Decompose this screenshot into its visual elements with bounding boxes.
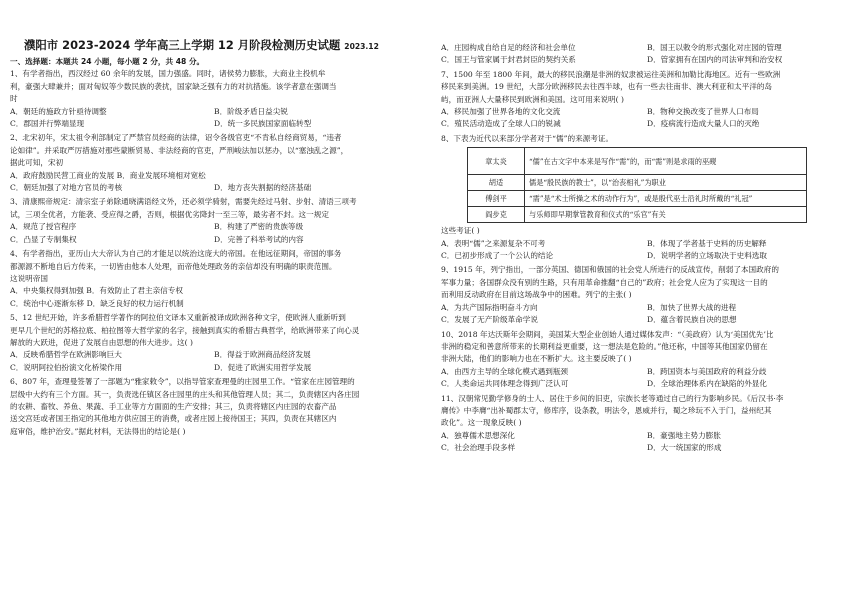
scholar-view: 儒是“殷民族的教士”，以“治丧相礼”为职业 [525,175,807,191]
table-row [468,191,807,207]
option: D．蕴含着民族自决的思想 [647,315,737,325]
question-2 [10,132,418,196]
option: C．国王与管家属于封君封臣的契约关系 [441,55,576,65]
option: A．规范了授官程序 [10,222,77,232]
option: A．表明“儒”之来源复杂不可考 [441,238,546,248]
question-3 [10,196,418,248]
option: A．为共产国际指明奋斗方向 [441,302,538,312]
option: D．地方丧失割据的经济基础 [214,183,312,193]
option: A．庄园构成自给自足的经济和社会单位 [441,43,576,52]
scholar-view: “儒”在古文字中本来是写作“需”的，而“需”则是求雨的巫觋 [525,148,807,175]
question-8 [441,133,853,263]
q2-options [10,170,418,195]
right-column [441,42,853,455]
option: B．跨国资本与美国政府的利益分歧 [647,366,767,376]
option: B．构建了严密的贵族等级 [214,222,304,232]
option: D．完善了科举考试的内容 [214,234,304,244]
table-row [468,175,807,191]
source-table [467,147,807,223]
option: B．阶级矛盾日益尖锐 [214,106,288,116]
stem-line: 11、汉朝常见勤学修身的士人、居住于乡间的旧吏，宗族长老等通过自己的行为影响乡民。《后汉书·李 [441,393,784,403]
question-1 [10,68,418,132]
question-11 [441,393,853,455]
stem-line: 这说明帝国 [10,273,48,283]
stem-line: 1、有学者指出，西汉经过 60 余年的发展，国力强盛。同时，诸侯势力膨胀，大商业主投机牟 [10,69,326,79]
stem-line: 的农耕、畜牧、养鱼、果蔬、手工业等方方面面的生产安排；其三，负责将辖区内庄园的农畜产品 [10,401,337,411]
option: B．得益于欧洲商品经济发展 [214,350,311,360]
option: A．反映希腊哲学在欧洲影响巨大 [10,350,122,360]
q5-options [10,349,418,374]
option: C．殖民活动造成了全球人口的锐减 [441,119,561,129]
scholar-name: 傅剑平 [468,191,525,207]
option: C．社会治理手段多样 [441,443,516,453]
option: D．疫病流行造成大量人口的灭绝 [647,119,760,129]
option: C．朝廷加强了对地方官员的考核 [10,183,123,193]
question-4 [10,248,418,312]
q8-options [441,238,853,263]
stem-line: 膺传》中李膺“出补蜀郡太守，修库序，设条教，明法令，恩威并行，蜀之珍玩不入于门，益州纪其 [441,405,772,415]
option: C．发展了无产阶级革命学说 [441,315,538,325]
question-6 [10,376,418,440]
stem-line: 这些考证( ) [441,226,480,236]
left-questions [10,68,418,440]
stem-line: 送交宫廷或者国王指定的其他地方供应国王的消费，或者庄园上接待国王；其四，负责在其辖区内 [10,414,337,424]
q6-options [441,42,853,67]
option: B．体现了学者基于史料的历史解释 [647,238,767,248]
stem-line: 庭审俗，维护治安。”据此材料，无法得出的结论是( ) [10,426,186,436]
table-row [468,207,807,223]
stem-line: 解放的大跃进，促进了发展自由思想的伟大进步。这( ) [10,337,193,347]
stem-line: 军事力量；各国群众没有别的生路，只有用革命推翻“自己的”政府；社会党人应为了实现这一目的 [441,277,768,287]
q1-options [10,106,418,131]
option: C．已初步形成了一个公认的结论 [441,251,554,261]
question-5 [10,312,418,376]
stem-line: 10、2018 年达沃斯年会期间，美国某大型企业创始人通过媒体发声：“（美政府）认为‘美国优先’比 [441,329,774,339]
option: C．人类命运共同体理念得到广泛认可 [441,379,569,389]
stem-line: 都源源不断地自后方传来，一切皆由他本人处理，而帝他处理政务的亲信却没有明确的职责范围。 [10,261,337,271]
option: D．管家拥有在国内的司法审判和治安权 [647,55,783,65]
option: D．全球治理体系内在缺陷的外显化 [647,379,767,389]
option: A．独尊儒术思想深化 [441,430,515,440]
option: D．大一统国家的形成 [647,443,722,453]
option: D．促进了欧洲实用哲学发展 [214,362,312,372]
q11-options [441,430,853,455]
stem-line: 移民来到美洲。19 世纪，大部分欧洲移民去往西半球，也有一些去往南非、澳大利亚和太平洋的岛 [441,82,773,92]
stem-line: 非洲大陆，他们的影响力也在不断扩大。这主要反映了( ) [441,354,632,364]
option: D．说明学者的立场取决于史料选取 [647,251,767,261]
option: C．郡国并行弊端显现 [10,119,85,129]
stem-line: 更早几个世纪的苏格拉底、柏拉图等大哲学家的名字，接触到真实的希腊古典哲学，给欧洲带来了向心灵 [10,325,360,335]
option: A．朝廷的施政方针亟待调整 [10,106,107,116]
stem-line: 而利用反动政府在目前这场战争中的困难。列宁的主张( ) [441,290,632,300]
question-7 [441,69,853,131]
stem-line: 5、12 世纪开始，许多希腊哲学著作的阿拉伯文译本又重新被译成欧洲各种文字，使欧洲人重新听到 [10,313,346,323]
table-row [468,148,807,175]
stem-line: 2、北宋初年，宋太祖令利部制定了严禁官员经商的法律，诏令各级官吏“不肯私自经商贸易，“违者 [10,133,342,143]
scholar-name: 阎步克 [468,207,525,223]
stem-line: 非洲的稳定和善意所带来的长期利益更重要，这一想法是危险的。”他还称，中国等其他国家仍留在 [441,341,768,351]
page-title [24,38,424,54]
option: C．凸显了专制集权 [10,234,77,244]
left-column [10,56,418,440]
scholar-view: 与乐师即早期掌管教育和仪式的“乐官”有关 [525,207,807,223]
question-9 [441,264,853,326]
option: A．由西方主导的全球化模式遇到瓶颈 [441,366,568,376]
scholar-name: 胡适 [468,175,525,191]
exam-title: 濮阳市 2023-2024 学年高三上学期 12 月阶段检测历史试题 [24,38,341,52]
stem-line: 9、1915 年，列宁指出，一部分英国、德国和俄国的社会党人所进行的反战宣传，削弱了本国政府的 [441,265,779,275]
option: A．中央集权得到加强 B．有效防止了君主亲信专权 [10,286,183,296]
q4-options [10,285,418,310]
stem-line: 论如律”。并采取严厉措施对那些蒙断贸易、非法经商的官吏，严刑峻法加以惩办，以“塞浊乱之源”， [10,145,349,155]
stem-line: 4、有学者指出，亚历山大大帝认为自己的才能足以统治这庞大的帝国。在他远征期间，帝国的事务 [10,249,342,259]
stem-line: 层级中大约有三个方面。其一，负责选任镇区各庄园里的庄头和其他管理人员；其二，负责辖区内各庄园 [10,389,360,399]
stem-line: 6、807 年，查理曼签署了一部题为“雅家敕令”，以指导管家查理曼的庄园里工作。“管家在庄园管理的 [10,377,355,387]
stem-line: 试，三项全优者，方能袭、受应得之爵，否则，根据优劣降封一至三等，最劣者不封。这一规定 [10,209,329,219]
stem-line: 利，豪强大肆兼并；面对匈奴等少数民族的袭扰，国家缺乏强有力的对抗措施。该学者意在强调当 [10,81,337,91]
stem-line: 时 [10,94,18,104]
scholar-view: “需”是“术士所操之术的动作行为”，或是殷代巫士沿礼时所戴的“礼冠” [525,191,807,207]
stem-line: 政化”。这一现象反映( ) [441,418,522,428]
section-heading: 一、选择题：本题共 24 小题，每小题 2 分，共 48 分。 [10,57,205,66]
q9-options [441,302,853,327]
option: B．物种交换改变了世界人口布局 [647,107,759,117]
stem-line: 据此可知，宋初 [10,158,64,168]
q3-options [10,221,418,246]
q7-options [441,106,853,131]
scholar-name: 章太炎 [468,148,525,175]
option: B．加快了世界大战的进程 [647,302,737,312]
stem-line: 8、下表为近代以来部分学者对于“儒”的来源考证。 [441,133,614,143]
stem-line: 7、1500 年至 1800 年间，最大的移民浪潮是非洲的奴隶被运往美洲和加勒比海地区。近有一些欧洲 [441,69,781,79]
stem-line: 屿，而亚洲人大量移民到欧洲和美国。这可用来说明( ) [441,94,624,104]
option: A．移民加强了世界各地的文化交流 [441,107,561,117]
exam-date: 2023.12 [344,42,379,51]
option: B．豪强地主势力膨胀 [647,430,721,440]
option: B．国王以敕令的形式强化对庄园的管理 [647,43,782,52]
option: A．政府鼓励民营工商业的发展 B．商业发展环境相对宽松 [10,170,206,180]
question-10 [441,329,853,391]
option: C．统治中心逐渐东移 D．缺乏良好的权力运行机制 [10,298,184,308]
q10-options [441,366,853,391]
stem-line: 3、清康熙帝规定：清宗室子弟除通晓满语经文外，还必须学骑射，需要先经过马射、步射、清语三项考 [10,197,357,207]
option: C．说明阿拉伯扮演文化桥梁作用 [10,362,123,372]
option: D．统一多民族国家面临转型 [214,119,312,129]
